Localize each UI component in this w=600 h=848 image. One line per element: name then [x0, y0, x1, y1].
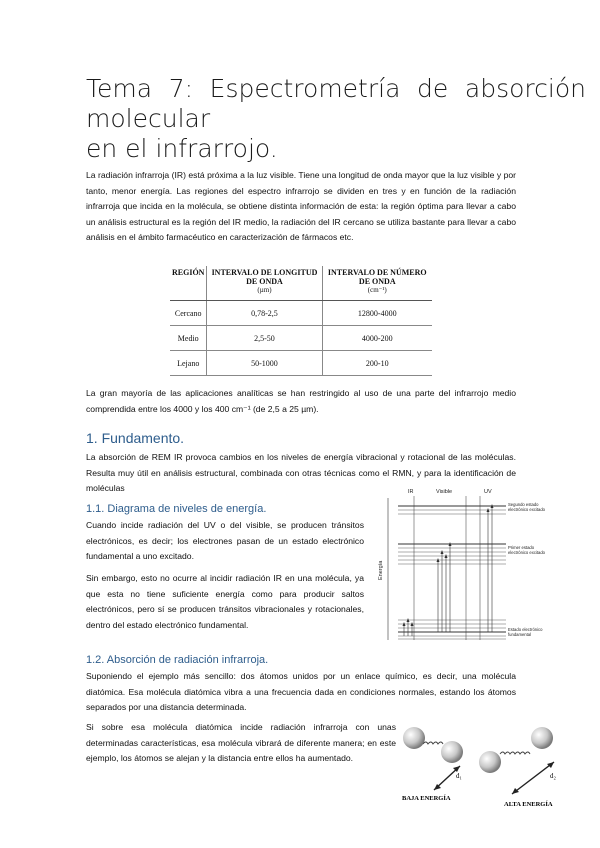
table-cell: 12800-4000: [322, 301, 432, 326]
table-header-row: [170, 266, 432, 301]
range-paragraph: La gran mayoría de las aplicaciones analíticas se han restringido al uso de una parte del infrarrojo medio comprendida entre los 4000 y los 400 cm⁻¹ (de 2,5 a 25 µm).: [86, 388, 516, 414]
diagram-lines: [388, 496, 506, 640]
intro-paragraph: La radiación infrarroja (IR) está próxima a la luz visible. Tiene una longitud de onda mayor que la luz visible y por tanto, menor energía. Las regiones del espectro infrarrojo se dividen en tres y en función de la radiación infrarroja que incida en la molécula, se obtiene distinta información de esta: la región óptima para llevar a cabo un análisis estructural es la región del IR medio, la radiación del IR cercano se utiliza bastante para llevar a cabo análisis en el ámbito farmacéutico en caracterización de fármacos etc.: [86, 170, 516, 243]
distance-arrow: [512, 762, 554, 794]
table-header: INTERVALO DE NÚMERO DE ONDA (cm⁻¹): [322, 266, 432, 301]
low-energy-label: BAJA ENERGÍA: [402, 795, 451, 802]
diagram-col-ir: IR: [408, 489, 414, 495]
section-1-1-heading: 1.1. Diagrama de niveles de energía.: [86, 503, 267, 515]
diagram-label-top-1: Segundo estado: [508, 502, 539, 507]
section-1-1-paragraph-1: Cuando incide radiación del UV o del visible, se producen tránsitos electrónicos, es decir; los electrones pasan de un estado electrónico fundamental a uno excitado.: [86, 520, 364, 562]
diagram-col-uv: UV: [484, 489, 492, 495]
atom: [441, 741, 463, 763]
table-cell: 0,78-2,5: [207, 301, 322, 326]
diagram-label-bottom-1: Estado electrónico: [508, 627, 543, 632]
table-cell: 200-10: [322, 351, 432, 376]
atom: [403, 727, 425, 749]
diagram-label-top-2: electrónico excitado: [508, 507, 546, 512]
title-word: de: [417, 74, 449, 103]
spring: [500, 752, 530, 754]
title-word: absorción: [464, 74, 586, 103]
table-header: INTERVALO DE LONGITUD DE ONDA (µm): [207, 266, 322, 301]
spring: [423, 742, 443, 744]
distance-label-d1: d₁: [456, 772, 462, 780]
table-cell: Lejano: [170, 351, 207, 376]
diagram-label-mid-1: Primer estado: [508, 545, 535, 550]
energy-level-diagram: [368, 484, 546, 644]
diagram-label-mid-2: electrónico excitado: [508, 550, 546, 555]
table-header: REGIÓN: [170, 266, 207, 301]
atom: [479, 751, 501, 773]
section-1-text: La absorción de REM IR provoca cambios en los niveles de energía vibracional y rotacional de las moléculas. Resulta muy útil en análisis estructural, combinada con otras técnicas como el RMN, y para la identificación de moléculas: [86, 452, 516, 494]
atom: [531, 727, 553, 749]
page-title: [86, 74, 586, 164]
table-row: [170, 326, 432, 351]
distance-label-d2: d₂: [550, 772, 556, 780]
high-energy-molecule: [479, 727, 557, 808]
table-cell: Cercano: [170, 301, 207, 326]
section-1-2-heading: 1.2. Absorción de radiación infrarroja.: [86, 654, 269, 666]
title-word: Tema: [86, 74, 153, 103]
table-cell: 4000-200: [322, 326, 432, 351]
table-row: [170, 351, 432, 376]
title-line-2: molecular: [86, 104, 211, 133]
diagram-col-visible: Visible: [436, 489, 453, 495]
low-energy-molecule: [402, 727, 463, 802]
ir-regions-table: [170, 266, 432, 376]
title-word: Espectrometría: [209, 74, 401, 103]
section-1-1-paragraph-2: Sin embargo, esto no ocurre al incidir radiación IR en una molécula, ya que esta no tiene suficiente energía como para producir saltos electrónicos, pero sí se producen tránsitos vibracionales y rotacionales, dentro del estado electrónico fundamental.: [86, 573, 364, 630]
diagram-label-bottom-2: fundamental: [508, 632, 532, 637]
title-line-1: [86, 74, 586, 104]
diatomic-molecule-figure: [400, 722, 576, 814]
title-line-3: en el infrarrojo.: [86, 134, 278, 163]
high-energy-label: ALTA ENERGÍA: [504, 801, 553, 808]
table-cell: Medio: [170, 326, 207, 351]
title-word: 7:: [168, 74, 194, 103]
diagram-axis-label: Energía: [378, 560, 384, 580]
table-cell: 50-1000: [207, 351, 322, 376]
section-1-2-paragraph-2: Si sobre esa molécula diatómica incide radiación infrarroja con unas determinadas características, esa molécula vibrará de diferente manera; en este ejemplo, los átomos se alejan y la distancia entre ellos ha aumentado.: [86, 722, 396, 764]
section-1-heading: 1. Fundamento.: [86, 430, 185, 446]
table-cell: 2,5-50: [207, 326, 322, 351]
section-1-2-paragraph-1: Suponiendo el ejemplo más sencillo: dos átomos unidos por un enlace químico, es decir, una molécula diatómica. Esa molécula diatómica vibra a una frecuencia dada en condiciones normales, estando los átomos separados por una distancia determinada.: [86, 671, 516, 713]
table-row: [170, 301, 432, 326]
